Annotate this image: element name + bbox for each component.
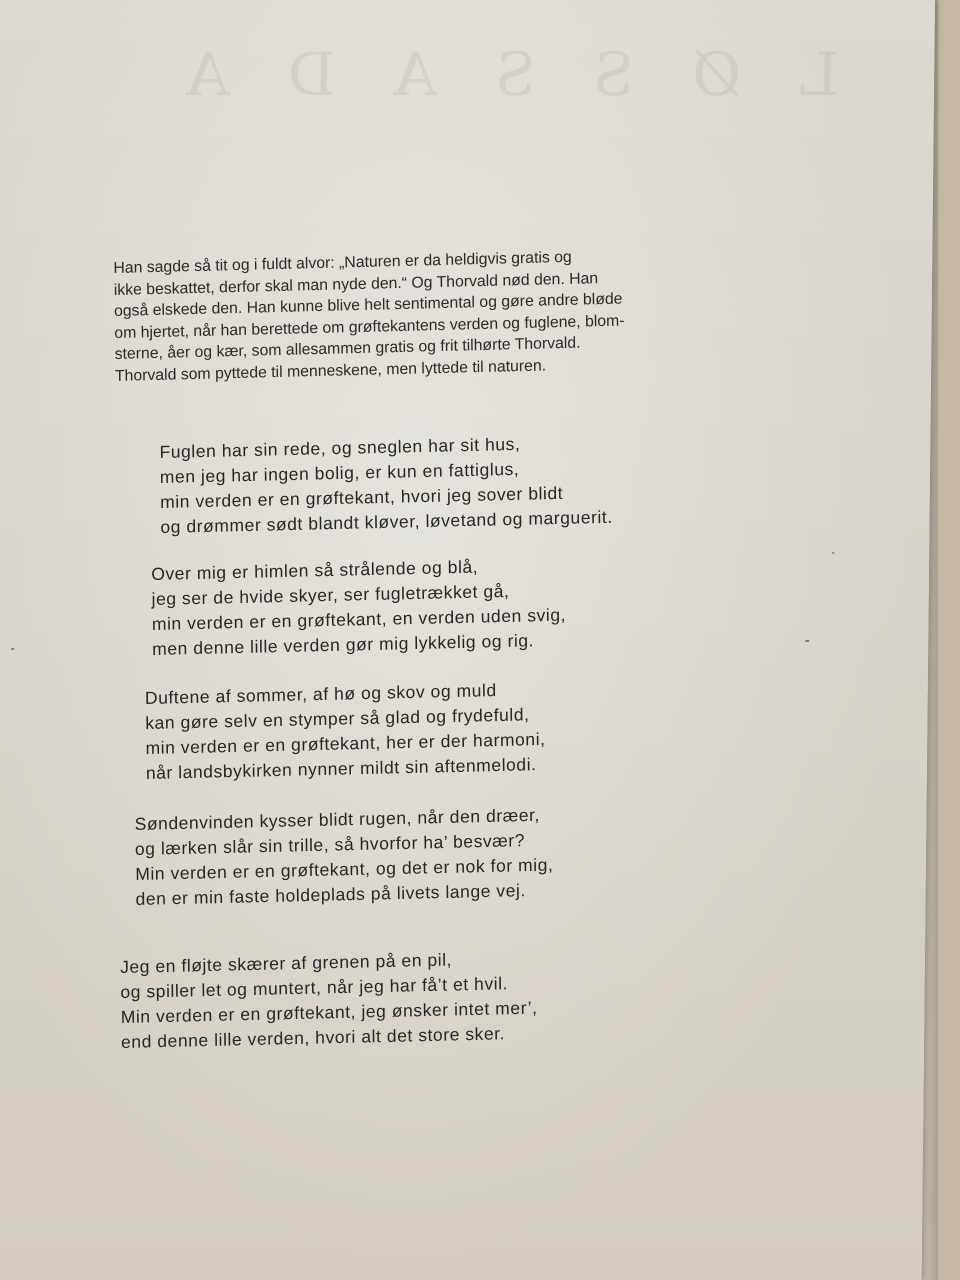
verse-line: Jeg en fløjte skærer af grenen på en pil, (120, 949, 453, 977)
prose-line: sterne, åer og kær, som allesammen gratis og frit tilhørte Thorvald. (114, 334, 581, 363)
poem-stanza-4 (134, 803, 553, 912)
prose-line: Thorvald som pyttede til menneskene, men lyttede til naturen. (114, 356, 547, 385)
verse-line: jeg ser de hvide skyer, ser fugletrækket gå, (151, 580, 510, 609)
bleed-through-heading: LØSSADA (127, 40, 840, 110)
verse-line: Søndenvinden kysser blidt rugen, når den dræer, (134, 804, 541, 834)
poem-stanza-3 (145, 677, 546, 786)
paper-speck (832, 552, 834, 554)
verse-line: Min verden er en grøftekant, og det er nok for mig, (135, 854, 554, 884)
verse-line: min verden er en grøftekant, her er der harmoni, (145, 728, 546, 758)
prose-line: også elskede den. Han kunne blive helt sentimental og gøre andre bløde (113, 290, 623, 320)
verse-line: Fuglen har sin rede, og sneglen har sit hus, (159, 433, 521, 462)
poem-stanza-2 (151, 553, 566, 662)
poem-stanza-1 (159, 430, 612, 540)
prose-line: Han sagde så tit og i fuldt alvor: „Naturen er da heldigvis gratis og (113, 248, 572, 277)
paper-speck (805, 640, 809, 642)
verse-line: Over mig er himlen så strålende og blå, (151, 556, 479, 584)
verse-line: Duftene af sommer, af hø og skov og muld (144, 680, 497, 708)
verse-line: når landsbykirken nynner mildt sin aftenmelodi. (145, 754, 537, 783)
verse-line: min verden er en grøftekant, en verden uden svig, (151, 604, 567, 634)
verse-line: men jeg har ingen bolig, er kun en fattiglus, (159, 458, 520, 487)
verse-line: min verden er en grøftekant, hvori jeg sover blidt (160, 482, 564, 512)
prose-line: ikke beskattet, derfor skal man nyde den.“ Og Thorvald nød den. Han (113, 269, 599, 299)
verse-line: end denne lille verden, hvori alt det store sker. (120, 1023, 506, 1052)
verse-line: og spiller let og muntert, når jeg har få’t et hvil. (120, 973, 509, 1002)
verse-line: Min verden er en grøftekant, jeg ønsker intet mer’, (120, 997, 538, 1027)
poem-stanza-5 (120, 946, 538, 1055)
verse-line: kan gøre selv en stymper så glad og frydefuld, (145, 704, 530, 733)
verse-line: men denne lille verden gør mig lykkelig og rig. (152, 630, 535, 659)
paper-speck (11, 648, 14, 650)
prose-line: om hjertet, når han berettede om grøftekantens verden og fuglene, blom- (114, 312, 625, 342)
prose-paragraph (113, 241, 795, 387)
verse-line: og lærken slår sin trille, så hvorfor ha’ besvær? (134, 830, 526, 859)
verse-line: og drømmer sødt blandt kløver, løvetand og marguerit. (160, 506, 613, 537)
verse-line: den er min faste holdeplads på livets lange vej. (135, 880, 526, 909)
